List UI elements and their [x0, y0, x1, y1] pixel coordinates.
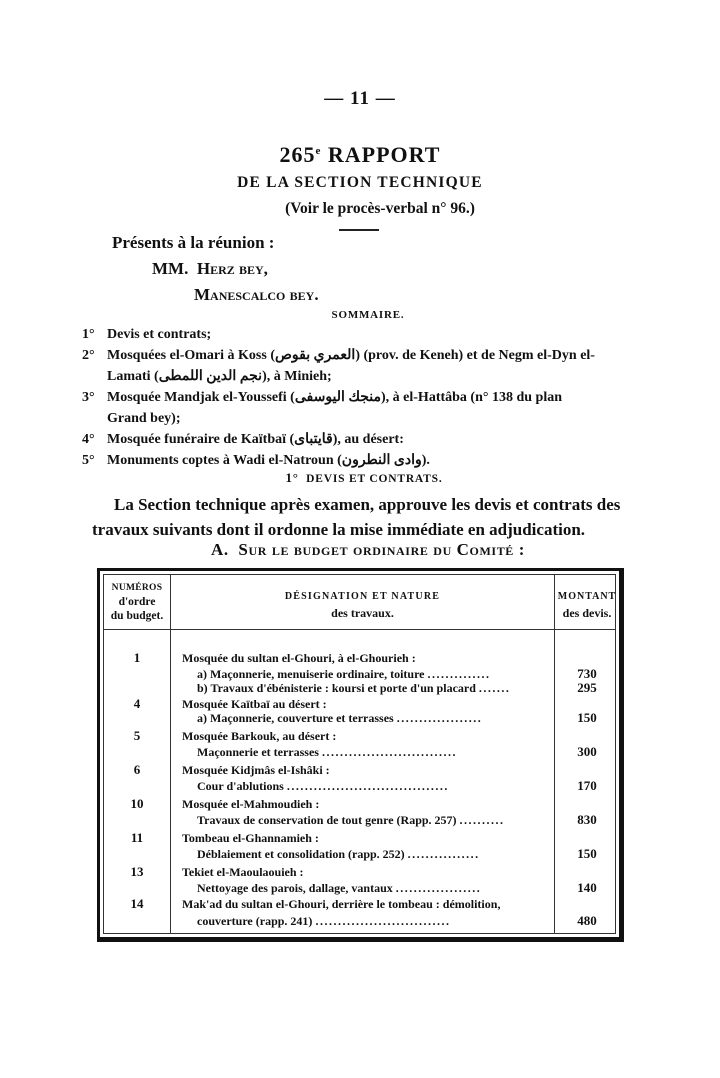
- row-item-text: couverture (rapp. 241): [197, 914, 313, 928]
- row-amount: 150: [577, 846, 597, 861]
- works-table-inner: [103, 574, 616, 934]
- row-item: [197, 681, 552, 695]
- budget-subheading-text: Sur le budget ordinaire du Comité :: [238, 540, 526, 559]
- row-number: 4: [133, 696, 141, 711]
- header-designation: [171, 588, 554, 622]
- report-number-suffix: e: [315, 145, 322, 157]
- title-divider: [339, 229, 379, 231]
- sommaire-item: [82, 429, 642, 450]
- sommaire-item-number: 5°: [82, 453, 95, 468]
- header-montant-caps: MONTANT: [557, 591, 617, 602]
- row-item: [197, 667, 552, 681]
- row-item: [197, 711, 552, 725]
- row-item: [197, 881, 552, 895]
- sommaire-item: [82, 345, 642, 366]
- sommaire-item-text: Mosquées el-Omari à Koss (العمري بقوص) (prov. de Keneh) et de Negm el-Dyn el-: [107, 348, 595, 363]
- row-title: Mosquée Barkouk, au désert :: [182, 729, 337, 743]
- report-subtitle: DE LA SECTION TECHNIQUE: [237, 174, 483, 191]
- sommaire-item-number: 2°: [82, 348, 95, 363]
- row-number: 11: [130, 830, 144, 845]
- sommaire-item-text: Mosquée funéraire de Kaïtbaï (قايتباى), au désert:: [107, 432, 404, 447]
- row-number: 14: [130, 896, 144, 911]
- row-amount: 480: [577, 913, 597, 928]
- header-numeros-line3: du budget.: [110, 610, 164, 622]
- report-word: RAPPORT: [327, 142, 441, 167]
- section-heading: [0, 470, 720, 486]
- section-heading-text: DEVIS ET CONTRATS.: [306, 473, 443, 485]
- header-montant-line2: des devis.: [562, 606, 612, 620]
- sommaire-item-continuation: Grand bey);: [107, 411, 181, 426]
- leader-dots: ....................................: [286, 779, 449, 793]
- leader-dots: ..............................: [315, 914, 451, 928]
- section-paragraph-line-2: travaux suivants dont il ordonne la mise immédiate en adjudication.: [92, 520, 586, 539]
- leader-dots: ................: [407, 847, 480, 861]
- section-heading-number: 1°: [285, 470, 299, 485]
- budget-subheading-letter: A.: [210, 540, 229, 559]
- header-numeros: [104, 581, 170, 623]
- row-item: [197, 779, 552, 793]
- member-name: Herz bey,: [196, 259, 268, 278]
- leader-dots: ...................: [395, 881, 482, 895]
- row-number: 10: [130, 796, 144, 811]
- row-number: 5: [133, 728, 141, 743]
- header-designation-caps: DÉSIGNATION ET NATURE: [284, 591, 441, 602]
- leader-dots: ...................: [396, 711, 483, 725]
- row-title: Mak'ad du sultan el-Ghouri, derrière le tombeau : démolition,: [182, 897, 501, 911]
- row-title: Tombeau el-Ghannamieh :: [182, 831, 319, 845]
- row-number: 6: [133, 762, 141, 777]
- row-item-text: a) Maçonnerie, couverture et terrasses: [197, 711, 394, 725]
- sommaire-heading: SOMMAIRE.: [331, 309, 405, 321]
- sommaire-item-text: Monuments coptes à Wadi el-Natroun (وادى النطرون).: [107, 453, 430, 468]
- row-title: Mosquée Kaïtbaï au désert :: [182, 697, 327, 711]
- leader-dots: .......: [478, 681, 511, 695]
- row-amount: 830: [577, 812, 597, 827]
- header-designation-line2: des travaux.: [331, 606, 394, 620]
- proces-verbal-reference: (Voir le procès-verbal n° 96.): [285, 200, 475, 217]
- row-item: [197, 813, 552, 827]
- row-amount: 730: [577, 666, 597, 681]
- budget-subheading: [0, 540, 720, 560]
- leader-dots: ..............................: [321, 745, 457, 759]
- member-name: Manescalco bey.: [194, 285, 319, 304]
- row-title: Mosquée du sultan el-Ghouri, à el-Ghourieh :: [182, 651, 416, 665]
- row-item-text: Déblaiement et consolidation (rapp. 252): [197, 847, 405, 861]
- leader-dots: ..........: [459, 813, 505, 827]
- attendance-prefix: MM.: [152, 259, 189, 278]
- row-item: [197, 914, 552, 928]
- attendance-member-1: [152, 259, 268, 279]
- row-title: Mosquée Kidjmâs el-Ishâki :: [182, 763, 330, 777]
- section-paragraph-line-1: La Section technique après examen, approuve les devis et contrats des: [114, 495, 621, 514]
- header-montant: [555, 588, 619, 622]
- sommaire-item-continuation: Lamati (نجم الدين اللمطى), à Minieh;: [107, 369, 332, 384]
- row-item-text: Nettoyage des parois, dallage, vantaux: [197, 881, 393, 895]
- header-numeros-line2: d'ordre: [118, 596, 156, 608]
- sommaire-item-number: 4°: [82, 432, 95, 447]
- row-amount: 140: [577, 880, 597, 895]
- page-number: — 11 —: [324, 88, 396, 109]
- row-item-text: a) Maçonnerie, menuiserie ordinaire, toiture: [197, 667, 425, 681]
- row-item-text: Maçonnerie et terrasses: [197, 745, 319, 759]
- header-divider: [104, 629, 615, 630]
- report-title: [0, 142, 720, 168]
- leader-dots: ..............: [427, 667, 491, 681]
- row-number: 1: [133, 650, 141, 665]
- row-amount: 150: [577, 710, 597, 725]
- row-item: [197, 745, 552, 759]
- sommaire-item: [82, 450, 642, 471]
- attendance-member-2: [194, 285, 319, 305]
- row-title: Tekiet el-Maoulaouieh :: [182, 865, 304, 879]
- sommaire-item-text: Mosquée Mandjak el-Youssefi (منجك اليوسفى), à el-Hattâba (n° 138 du plan: [107, 390, 563, 405]
- sommaire-item-number: 3°: [82, 390, 95, 405]
- sommaire-item-text: Devis et contrats;: [107, 327, 212, 342]
- row-amount: 295: [577, 680, 597, 695]
- row-amount: 170: [577, 778, 597, 793]
- report-number: 265: [279, 142, 316, 167]
- row-item-text: Cour d'ablutions: [197, 779, 284, 793]
- sommaire-item: [82, 324, 642, 345]
- sommaire-item-number: 1°: [82, 327, 95, 342]
- row-item-text: b) Travaux d'ébénisterie : koursi et porte d'un placard: [197, 681, 476, 695]
- row-item-text: Travaux de conservation de tout genre (Rapp. 257): [197, 813, 457, 827]
- row-amount: 300: [577, 744, 597, 759]
- row-title: Mosquée el-Mahmoudieh :: [182, 797, 320, 811]
- header-numeros-caps: NUMÉROS: [111, 583, 163, 593]
- row-number: 13: [130, 864, 144, 879]
- row-item: [197, 847, 552, 861]
- sommaire-item: [82, 387, 642, 408]
- attendance-label: Présents à la réunion :: [112, 233, 275, 252]
- works-table: [97, 568, 624, 942]
